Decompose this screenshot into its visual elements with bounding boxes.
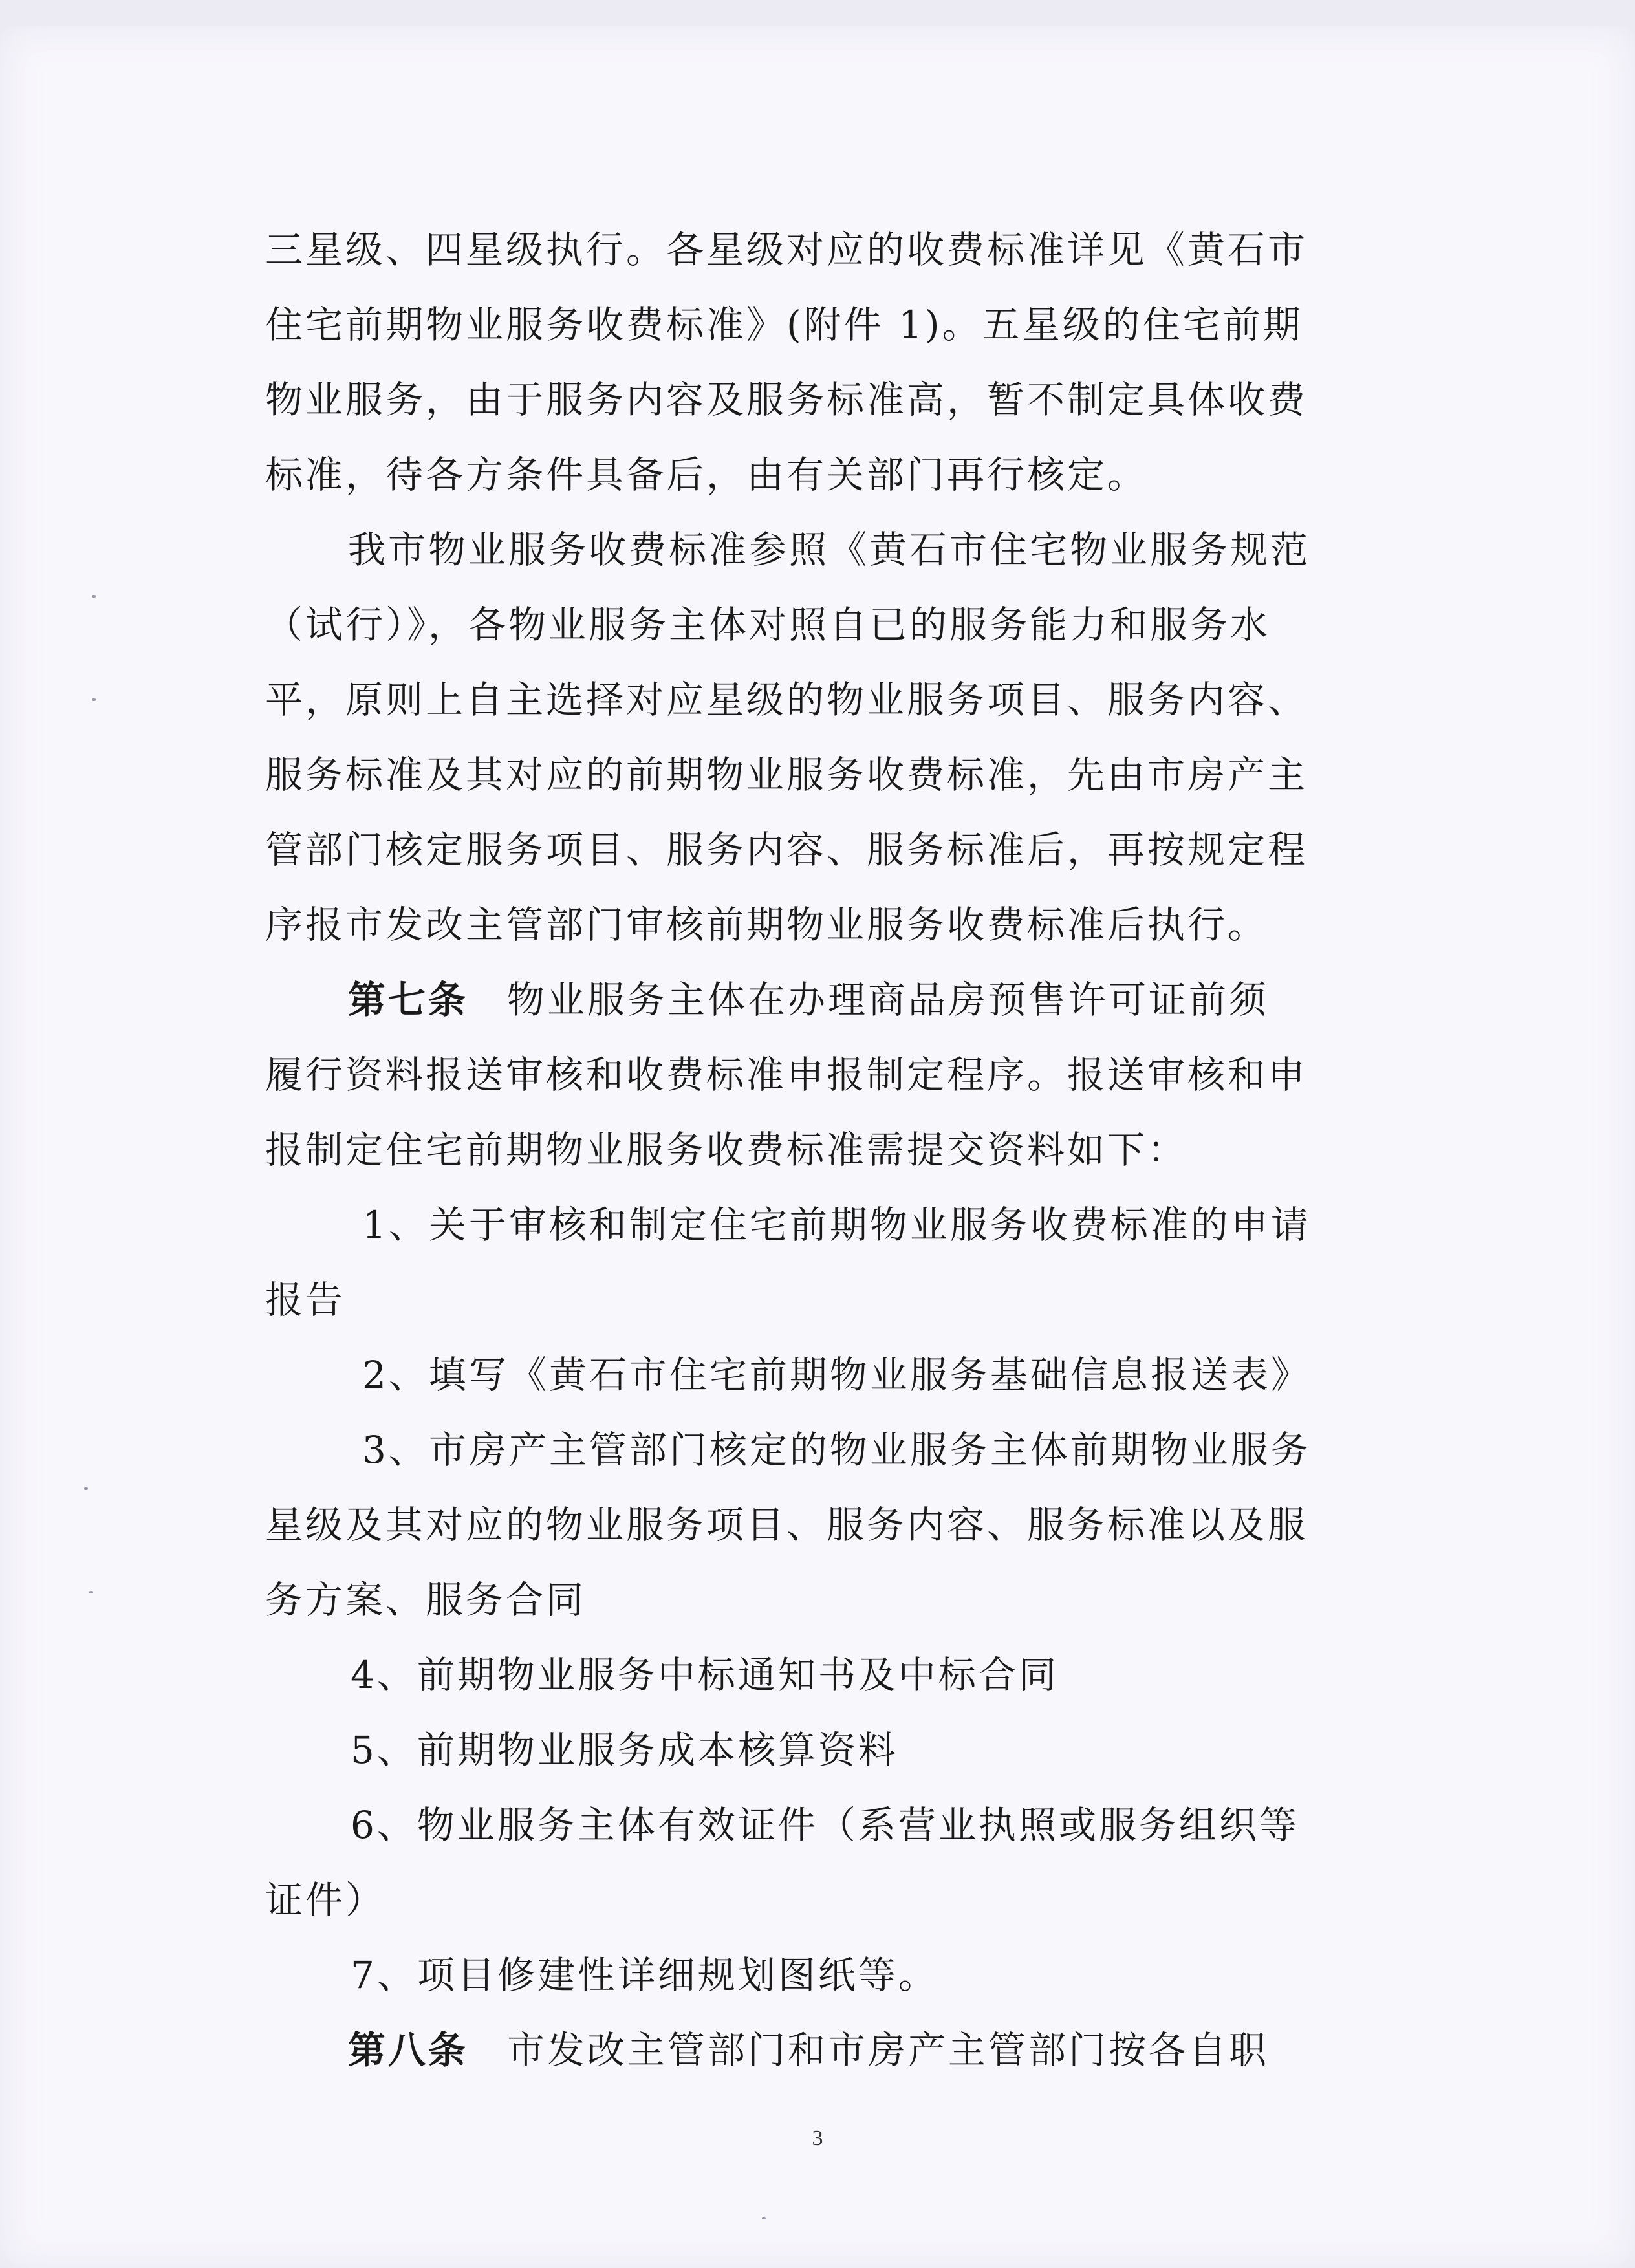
document-page [0, 26, 1635, 2268]
list-item: 4、前期物业服务中标通知书及中标合同 [351, 1653, 1059, 1697]
list-item-continuation: 务方案、服务合同 [265, 1578, 587, 1622]
article-8-text: 市发改主管部门和市房产主管部门按各自职 [507, 2028, 1270, 2072]
document-body [265, 212, 1391, 2088]
body-line: （试行）》，各物业服务主体对照自已的服务能力和服务水 [265, 603, 1271, 647]
body-line: 三星级、四星级执行。各星级对应的收费标准详见《黄石市 [265, 228, 1308, 272]
article-7-text: 物业服务主体在办理商品房预售许可证前须 [507, 978, 1270, 1022]
list-item-continuation: 星级及其对应的物业服务项目、服务内容、服务标准以及服 [265, 1503, 1308, 1547]
list-item: 3、市房产主管部门核定的物业服务主体前期物业服务 [362, 1428, 1311, 1472]
scan-speck [84, 1487, 88, 1490]
body-line: 平，原则上自主选择对应星级的物业服务项目、服务内容、 [265, 678, 1308, 722]
body-line: 服务标准及其对应的前期物业服务收费标准，先由市房产主 [265, 753, 1308, 797]
article-8-line [265, 2013, 1391, 2088]
list-item: 7、项目修建性详细规划图纸等。 [351, 1953, 938, 1997]
page-number: 3 [812, 2126, 823, 2150]
body-line: 管部门核定服务项目、服务内容、服务标准后，再按规定程 [265, 828, 1308, 872]
article-7-first-line [265, 962, 1391, 1037]
list-item: 5、前期物业服务成本核算资料 [351, 1728, 898, 1772]
list-item: 1、关于审核和制定住宅前期物业服务收费标准的申请 [362, 1203, 1311, 1247]
article-7-heading: 第七条 [348, 978, 469, 1022]
body-line: 我市物业服务收费标准参照《黄石市住宅物业服务规范 [348, 528, 1311, 572]
scan-speck [92, 698, 96, 701]
body-line: 住宅前期物业服务收费标准》(附件 1)。五星级的住宅前期 [265, 303, 1303, 347]
list-item-continuation: 证件） [265, 1878, 386, 1922]
body-line: 物业服务，由于服务内容及服务标准高，暂不制定具体收费 [265, 378, 1308, 422]
body-line: 报制定住宅前期物业服务收费标准需提交资料如下： [265, 1128, 1188, 1172]
body-line: 标准，待各方条件具备后，由有关部门再行核定。 [265, 453, 1148, 497]
scan-speck [89, 1591, 93, 1593]
body-line: 序报市发改主管部门审核前期物业服务收费标准后执行。 [265, 903, 1268, 947]
article-8-heading: 第八条 [348, 2028, 469, 2072]
scan-speck [92, 595, 96, 598]
scan-speck [762, 2217, 766, 2219]
list-item: 6、物业服务主体有效证件（系营业执照或服务组织等 [351, 1803, 1299, 1847]
list-item: 2、填写《黄石市住宅前期物业服务基础信息报送表》 [362, 1353, 1311, 1397]
body-line: 履行资料报送审核和收费标准申报制定程序。报送审核和申 [265, 1053, 1308, 1097]
list-item-continuation: 报告 [265, 1278, 346, 1322]
